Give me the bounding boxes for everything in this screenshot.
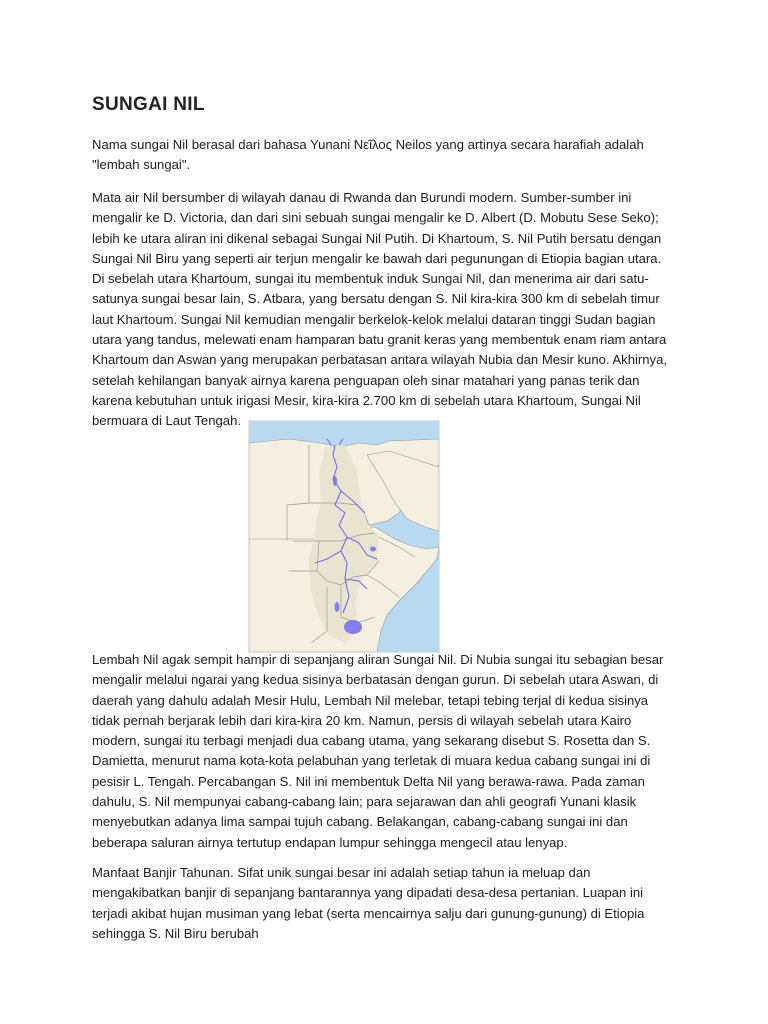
document-title: SUNGAI NIL xyxy=(92,94,205,115)
map-lake-victoria xyxy=(344,620,362,634)
paragraph-3: Lembah Nil agak sempit hampir di sepanjang aliran Sungai Nil. Di Nubia sungai itu sebagian besar mengalir melalui ngarai yang kedua sisinya berbatasan dengan gurun. Di sebelah utara Aswan, di daerah yang dahulu adalah Mesir Hulu, Lembah Nil melebar, tetapi tebing terjal di kedua sisinya tidak pernah berjarak lebih dari kira-kira 20 km. Namun, persis di wilayah sebelah utara Kairo modern, sungai itu terbagi menjadi dua cabang utama, yang sekarang disebut S. Rosetta dan S. Damietta, menurut nama kota-kota pelabuhan yang terletak di muara kedua cabang sungai ini di pesisir L. Tengah. Percabangan S. Nil ini membentuk Delta Nil yang berawa-rawa. Pada zaman dahulu, S. Nil mempunyai cabang-cabang lain; para sejarawan dan ahli geografi Yunani klasik menyebutkan adanya lima sampai tujuh cabang. Belakangan, cabang-cabang sungai ini dan beberapa saluran airnya tertutup endapan lumpur sehingga mengecil atau lenyap. xyxy=(92,652,664,850)
paragraph-2: Mata air Nil bersumber di wilayah danau di Rwanda dan Burundi modern. Sumber-sumber ini mengalir ke D. Victoria, dan dari sini sebuah sungai mengalir ke D. Albert (D. Mobutu Sese Seko); lebih ke utara aliran ini dikenal sebagai Sungai Nil Putih. Di Khartoum, S. Nil Putih bersatu dengan Sungai Nil Biru yang seperti air terjun mengalir ke bawah dari pegunungan di Etiopia bagian utara. Di sebelah utara Khartoum, sungai itu membentuk induk Sungai Nil, dan menerima air dari satu-satunya sungai besar lain, S. Atbara, yang bersatu dengan S. Nil kira-kira 300 km di sebelah timur laut Khartoum. Sungai Nil kemudian mengalir berkelok-kelok melalui dataran tinggi Sudan bagian utara yang tandus, melewati enam hamparan batu granit keras yang membentuk enam riam antara Khartoum dan Aswan yang merupakan perbatasan antara wilayah Nubia dan Mesir kuno. Akhirnya, setelah kehilangan banyak airnya karena penguapan oleh sinar matahari yang panas terik dan karena kebutuhan untuk irigasi Mesir, kira-kira 2.700 km di sebelah utara Khartoum, Sungai Nil bermuara di Laut Tengah. xyxy=(92,190,668,429)
map-lake-tana xyxy=(370,547,376,552)
map-lake-albert xyxy=(335,602,340,612)
map-lake-nasser xyxy=(333,476,337,486)
paragraph-4: Manfaat Banjir Tahunan. Sifat unik sungai besar ini adalah setiap tahun ia meluap dan mengakibatkan banjir di sepanjang bantarannya yang dipadati desa-desa pertanian. Luapan ini terjadi akibat hujan musiman yang lebat (serta mencairnya salju dari gunung-gunung) di Etiopia sehingga S. Nil Biru berubah xyxy=(92,865,645,941)
nile-basin-map-image xyxy=(248,420,440,653)
nile-basin-map xyxy=(249,421,439,652)
paragraph-1: Nama sungai Nil berasal dari bahasa Yunani Νεῖλος Neilos yang artinya secara harafiah adalah "lembah sungai". xyxy=(92,137,644,173)
